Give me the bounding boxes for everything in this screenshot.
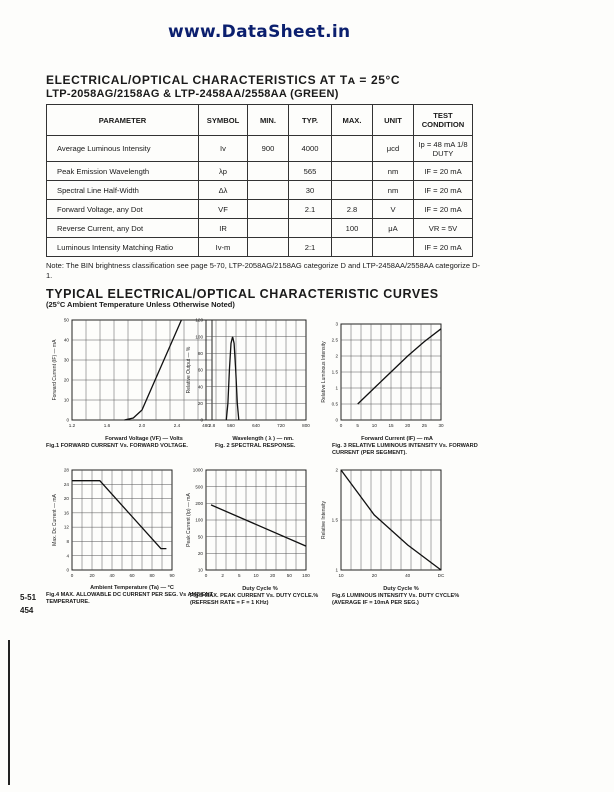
fig5-xlabel: Duty Cycle % (242, 586, 278, 592)
cell-min: 900 (248, 136, 289, 162)
fig5-y-tick-label: 10 (197, 567, 203, 573)
fig5-y-tick-label: 1000 (192, 467, 203, 473)
fig2-x-tick-label: 560 (227, 423, 235, 428)
cell-typ: 30 (289, 181, 332, 200)
fig4-y-tick-label: 20 (63, 496, 69, 502)
fig6-y-tick-label: 1.5 (331, 517, 338, 523)
fig3-x-tick-label: 25 (421, 423, 427, 428)
cell-parameter: Reverse Current, any Dot (47, 219, 199, 238)
header-max: MAX. (332, 105, 373, 136)
fig4-y-axis-label: Max. Dc Current — mA (52, 494, 58, 546)
fig1-x-tick-label: 1.6 (103, 423, 111, 428)
fig5-y-tick-label: 20 (197, 550, 203, 556)
fig1-x-tick-label: 2.0 (138, 423, 146, 428)
fig3-y-axis-label: Relative Luminous Intensity (321, 341, 327, 403)
fig4-x-tick-label: 0 (70, 573, 74, 578)
header-unit: UNIT (373, 105, 414, 136)
fig4-xlabel: Ambient Temperature (Ta) — °C (90, 585, 174, 591)
fig5-x-tick-label: 0 (204, 573, 208, 578)
fig2-y-tick-label: 20 (197, 400, 203, 406)
fig6-x-tick-label: 10 (338, 573, 344, 578)
fig6-xlabel: Duty Cycle % (383, 586, 419, 592)
fig2-x-tick-label: 640 (252, 423, 260, 428)
fig5-x-tick-label: 10 (253, 573, 259, 578)
fig3-y-tick-label: 2.5 (331, 337, 338, 343)
fig5-y-axis-label: Peak Current (Ip) — mA (186, 493, 192, 547)
fig3-y-tick-label: 0.5 (331, 401, 338, 407)
fig2-caption: Fig. 2 SPECTRAL RESPONSE. (215, 443, 296, 449)
cell-typ: 2.1 (289, 200, 332, 219)
fig1-x-tick-label: 1.2 (68, 423, 76, 428)
fig2-y-axis-label: Relative Output — % (186, 346, 192, 394)
fig3-y-tick-label: 3 (335, 321, 338, 327)
fig4-y-tick-label: 8 (66, 539, 69, 545)
cell-typ: 4000 (289, 136, 332, 162)
fig6-x-tick-label: DC (437, 573, 445, 578)
fig3-y-tick-label: 2 (335, 353, 338, 359)
cell-condition: IF = 20 mA (414, 162, 473, 181)
fig4-y-tick-label: 28 (63, 467, 69, 473)
cell-parameter: Spectral Line Half-Width (47, 181, 199, 200)
fig6-y-tick-label: 2 (335, 467, 338, 473)
cell-parameter: Average Luminous Intensity (47, 136, 199, 162)
fig1-data-curve (125, 320, 182, 420)
fig3-y-tick-label: 1 (335, 385, 338, 391)
cell-symbol: Δλ (199, 181, 248, 200)
fig3-xlabel: Forward Current (IF) — mA (361, 436, 433, 442)
fig1-y-axis-label: Forward Current (IF) — mA (52, 339, 58, 401)
fig5-y-tick-label: 50 (197, 534, 203, 540)
part-number-heading: LTP-2058AG/2158AG & LTP-2458AA/2558AA (GREEN) (46, 88, 339, 100)
fig4-y-tick-label: 0 (66, 567, 69, 573)
fig4-x-tick-label: 20 (89, 573, 95, 578)
fig3-x-tick-label: 30 (438, 423, 444, 428)
bin-note: Note: The BIN brightness classification see page 5-70, LTP-2058AG/2158AG categorize D and LTP-2458AA/2558AA categorize D-1. (46, 261, 480, 280)
fig2-y-tick-label: 60 (197, 367, 203, 373)
fig4-y-tick-label: 12 (63, 524, 69, 530)
fig6-y-axis-label: Relative Intensity (321, 500, 327, 540)
fig4-caption: Fig.4 MAX. ALLOWABLE DC CURRENT PER SEG. Vs AMBIENT TEMPERATURE. (46, 592, 214, 605)
fig4-y-tick-label: 24 (63, 481, 69, 487)
fig6-x-tick-label: 20 (371, 573, 377, 578)
fig3-caption: Fig. 3 RELATIVE LUMINOUS INTENSITY Vs. FORWARD CURRENT (PER SEGMENT). (332, 443, 478, 456)
curves-subtitle: (25°C Ambient Temperature Unless Otherwise Noted) (46, 300, 235, 309)
page-number-bottom: 454 (20, 606, 34, 615)
cell-parameter: Luminous Intensity Matching Ratio (47, 238, 199, 257)
cell-parameter: Peak Emission Wavelength (47, 162, 199, 181)
cell-condition: IF = 20 mA (414, 181, 473, 200)
header-test-condition: TEST CONDITION (414, 105, 473, 136)
fig2-x-tick-label: 720 (277, 423, 285, 428)
fig5-y-tick-label: 500 (195, 484, 203, 490)
cell-typ: 565 (289, 162, 332, 181)
cell-condition: VR = 5V (414, 219, 473, 238)
cell-unit: V (373, 200, 414, 219)
page-number-top: 5-51 (20, 593, 37, 602)
cell-condition: IF = 20 mA (414, 238, 473, 257)
fig1-y-tick-label: 30 (63, 357, 69, 363)
fig5-x-tick-label: 20 (270, 573, 276, 578)
scan-edge-mark (8, 640, 10, 785)
fig5-caption: Fig.5 MAX. PEAK CURRENT Vs. DUTY CYCLE.% (REFRESH RATE = F = 1 KHz) (190, 593, 319, 606)
fig5-x-tick-label: 100 (302, 573, 310, 578)
fig5-y-tick-label: 200 (195, 500, 203, 506)
fig5-x-tick-label: 50 (286, 573, 292, 578)
cell-condition: Ip = 48 mA 1/8 DUTY (414, 136, 473, 162)
fig3-x-tick-label: 0 (339, 423, 343, 428)
fig2-x-tick-label: 800 (302, 423, 310, 428)
cell-typ: 2:1 (289, 238, 332, 257)
curves-title: TYPICAL ELECTRICAL/OPTICAL CHARACTERISTIC CURVES (46, 287, 439, 301)
fig3-y-tick-label: 0 (335, 417, 338, 423)
header-symbol: SYMBOL (199, 105, 248, 136)
fig2-xlabel: Wavelength ( λ ) — nm. (232, 436, 294, 442)
fig5-x-tick-label: 5 (238, 573, 241, 578)
fig2-y-tick-label: 40 (197, 384, 203, 390)
cell-symbol: Iv-m (199, 238, 248, 257)
fig1-caption: Fig.1 FORWARD CURRENT Vs. FORWARD VOLTAGE. (46, 443, 188, 449)
fig3-y-tick-label: 1.5 (331, 369, 338, 375)
fig4-x-tick-label: 60 (129, 573, 135, 578)
cell-max: 2.8 (332, 200, 373, 219)
cell-symbol: Iv (199, 136, 248, 162)
header-parameter: PARAMETER (47, 105, 199, 136)
fig2-x-tick-label: 480 (202, 423, 210, 428)
fig1-x-tick-label: 2.8 (208, 423, 216, 428)
fig1-y-tick-label: 0 (66, 417, 69, 423)
fig4-x-tick-label: 80 (149, 573, 155, 578)
fig4-x-tick-label: 40 (109, 573, 115, 578)
fig6-y-tick-label: 1 (335, 567, 338, 573)
cell-parameter: Forward Voltage, any Dot (47, 200, 199, 219)
fig2-y-tick-label: 0 (200, 417, 203, 423)
cell-symbol: IR (199, 219, 248, 238)
fig2-y-tick-label: 80 (197, 350, 203, 356)
fig6-caption: Fig.6 LUMINOUS INTENSITY Vs. DUTY CYCLE% (AVERAGE IF = 10mA PER SEG.) (332, 593, 460, 606)
fig2-data-curve (226, 337, 239, 420)
cell-unit: μcd (373, 136, 414, 162)
cell-max: 100 (332, 219, 373, 238)
cell-unit: μA (373, 219, 414, 238)
fig3-x-tick-label: 15 (388, 423, 394, 428)
watermark: www.DataSheet.in (168, 22, 351, 42)
fig4-x-tick-label: 90 (169, 573, 175, 578)
fig1-y-tick-label: 40 (63, 337, 69, 343)
cell-unit: nm (373, 162, 414, 181)
cell-symbol: VF (199, 200, 248, 219)
fig3-x-tick-label: 5 (356, 423, 359, 428)
fig4-y-tick-label: 16 (63, 510, 69, 516)
fig2-y-tick-label: 100 (195, 334, 203, 340)
fig5-x-tick-label: 2 (221, 573, 224, 578)
header-typ: TYP. (289, 105, 332, 136)
cell-unit: nm (373, 181, 414, 200)
fig4-y-tick-label: 4 (66, 553, 69, 559)
fig3-x-tick-label: 20 (405, 423, 411, 428)
fig1-y-tick-label: 10 (63, 397, 69, 403)
fig2-y-tick-label: 120 (195, 317, 203, 323)
fig6-x-tick-label: 40 (405, 573, 411, 578)
cell-condition: IF = 20 mA (414, 200, 473, 219)
fig5-y-tick-label: 100 (195, 517, 203, 523)
fig3-x-tick-label: 10 (371, 423, 377, 428)
fig1-y-tick-label: 50 (63, 317, 69, 323)
header-min: MIN. (248, 105, 289, 136)
fig1-x-tick-label: 2.4 (173, 423, 181, 428)
section-heading: ELECTRICAL/OPTICAL CHARACTERISTICS AT Tᴀ = 25°C (46, 73, 401, 87)
cell-symbol: λp (199, 162, 248, 181)
fig5-data-curve (211, 505, 306, 546)
fig1-y-tick-label: 20 (63, 377, 69, 383)
fig1-xlabel: Forward Voltage (VF) — Volts (105, 436, 183, 442)
